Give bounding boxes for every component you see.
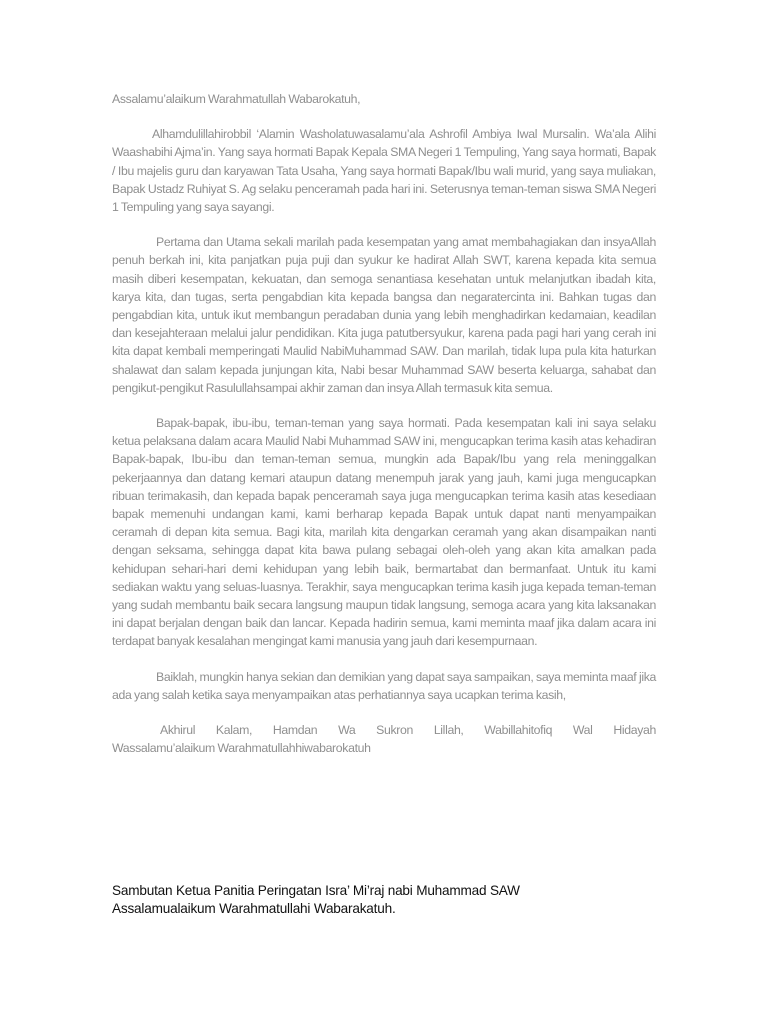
- letter-paragraph-2: Pertama dan Utama sekali marilah pada kesempatan yang amat membahagiakan dan insyaAllah penuh berkah ini, kita panjatkan puja puji dan syukur ke hadirat Allah SWT, karena kepada kita semua masih diberi kesempatan, kekuatan, dan semoga senantiasa kesehatan untuk melanjutkan ibadah kita, karya kita, dan tugas, serta pengabdian kita kepada bangsa dan negaratercinta ini. Bahkan tugas dan pengabdian kita, untuk ikut membangun peradaban dunia yang lebih menghadirkan kedamaian, keadilan dan kesejahteraan melalui jalur pendidikan. Kita juga patutbersyukur, karena pada pagi hari yang cerah ini kita dapat kembali memperingati Maulid NabiMuhammad SAW. Dan marilah, tidak lupa pula kita haturkan shalawat dan salam kepada junjungan kita, Nabi besar Muhammad SAW beserta keluarga, sahabat dan pengikut-pengikut Rasulullahsampai akhir zaman dan insya Allah termasuk kita semua.: [112, 235, 656, 395]
- closing-line-1: Akhirul Kalam, Hamdan Wa Sukron Lillah, Wabillahitofiq Wal Hidayah: [160, 723, 656, 738]
- next-section-title: Sambutan Ketua Panitia Peringatan Isra’ Mi’raj nabi Muhammad SAW: [112, 883, 520, 898]
- closing-line-2: Wassalamu’alaikum Warahmatullahhiwabarokatuh: [112, 741, 371, 756]
- faded-letter-body: [112, 90, 656, 758]
- letter-closing: [112, 721, 656, 757]
- letter-paragraph-4: Baiklah, mungkin hanya sekian dan demikian yang dapat saya sampaikan, saya meminta maaf jika ada yang salah ketika saya menyampaikan atas perhatiannya saya ucapkan terima kasih,: [112, 669, 656, 702]
- next-section-heading: [112, 882, 672, 917]
- letter-paragraph-1: Alhamdulillahirobbil ‘Alamin Washolatuwasalamu’ala Ashrofil Ambiya Iwal Mursalin. Wa’ala Alihi Waashabihi Ajma’in. Yang saya hormati Bapak Kepala SMA Negeri 1 Tempuling, Yang saya hormati, Bapak / Ibu majelis guru dan karyawan Tata Usaha, Yang saya hormati Bapak/Ibu wali murid, yang saya muliakan, Bapak Ustadz Ruhiyat S. Ag selaku penceramah pada hari ini. Seterusnya teman-teman siswa SMA Negeri 1 Tempuling yang saya sayangi.: [112, 127, 656, 215]
- letter-paragraph-3: Bapak-bapak, ibu-ibu, teman-teman yang saya hormati. Pada kesempatan kali ini saya selaku ketua pelaksana dalam acara Maulid Nabi Muhammad SAW ini, mengucapkan terima kasih atas kehadiran Bapak-bapak, Ibu-ibu dan teman-teman semua, mungkin ada Bapak/Ibu yang rela meninggalkan pekerjaannya dan datang kemari ataupun datang menempuh jarak yang jauh, kami juga mengucapkan ribuan terimakasih, dan kepada bapak penceramah saya juga mengucapkan terima kasih atas kesediaan bapak memenuhi undangan kami, kami berharap kepada Bapak untuk dapat nanti menyampaikan ceramah di depan kita semua. Bagi kita, marilah kita dengarkan ceramah yang akan disampaikan nanti dengan seksama, sehingga dapat kita bawa pulang sebagai oleh-oleh yang akan kita amalkan pada kehidupan sehari-hari demi kehidupan yang lebih baik, bermartabat dan bermanfaat. Untuk itu kami sediakan waktu yang seluas-luasnya. Terakhir, saya mengucapkan terima kasih juga kepada teman-teman yang sudah membantu baik secara langsung maupun tidak langsung, semoga acara yang kita laksanakan ini dapat berjalan dengan baik dan lancar. Kepada hadirin semua, kami meminta maaf jika dalam acara ini terdapat banyak kesalahan mengingat kami manusia yang jauh dari kesempurnaan.: [112, 416, 656, 649]
- letter-greeting: Assalamu’alaikum Warahmatullah Wabarokatuh,: [112, 92, 361, 106]
- next-section-greeting: Assalamualaikum Warahmatullahi Wabarakatuh.: [112, 900, 396, 916]
